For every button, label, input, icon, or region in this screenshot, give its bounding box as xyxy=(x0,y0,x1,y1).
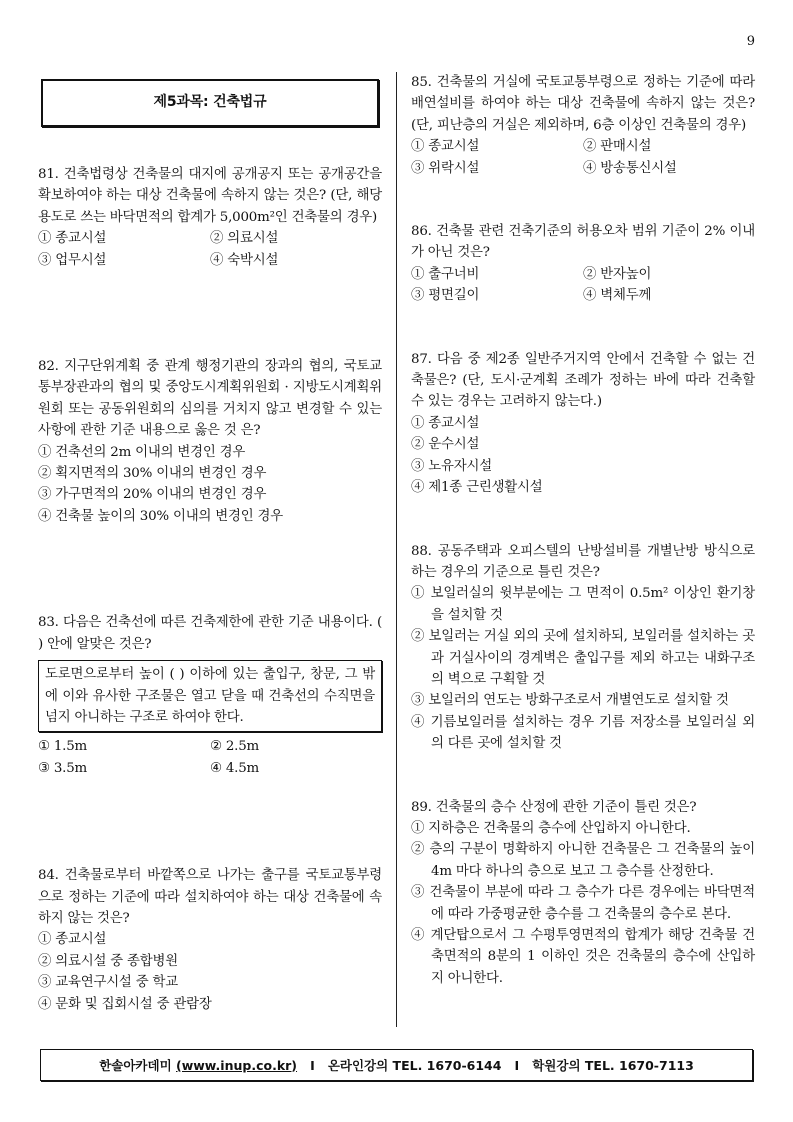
question-87 xyxy=(411,349,755,499)
option: ④ 제1종 근린생활시설 xyxy=(411,480,543,496)
option: ② 의료시설 중 종합병원 xyxy=(38,953,178,969)
option: ③ 건축물이 부분에 따라 그 층수가 다른 경우에는 바닥면적에 따라 가중평균한 층수를 그 건축물의 층수로 본다. xyxy=(411,885,755,922)
option: ④ 숙박시설 xyxy=(210,252,279,268)
option: ② 반자높이 xyxy=(583,266,652,282)
online-phone: 온라인강의 TEL. 1670-6144 xyxy=(327,1058,502,1073)
question-stem: 87. 다음 중 제2종 일반주거지역 안에서 건축할 수 없는 건축물은? (단, 도시·군계획 조례가 정하는 바에 따라 건축할 수 있는 경우는 고려하지 않는다.) xyxy=(411,351,755,410)
option: ③ 보일러의 연도는 방화구조로서 개별연도로 설치할 것 xyxy=(411,693,729,709)
option: ③ 평면길이 xyxy=(411,288,480,304)
subject-title: 제5과목: 건축법규 xyxy=(41,79,379,127)
option: ① 출구너비 xyxy=(411,266,480,282)
question-stem: 82. 지구단위계획 중 관계 행정기관의 장과의 협의, 국토교통부장관과의 협의 및 중앙도시계획위원회 · 지방도시계획위원회 또는 공동위원회의 심의를 거치지 않고 변경할 수 있는 사항에 관한 기준 내용으로 옳은 것 은? xyxy=(38,359,382,439)
question-88 xyxy=(411,541,755,755)
options xyxy=(411,264,755,307)
question-84 xyxy=(38,865,382,1015)
options xyxy=(38,228,382,271)
option: ④ 방송통신시설 xyxy=(583,160,677,176)
academy-name: 한솔아카데미 xyxy=(99,1058,172,1073)
option: ① 종교시설 xyxy=(38,932,107,948)
option: ① 종교시설 xyxy=(38,231,107,247)
question-83 xyxy=(38,612,382,779)
options xyxy=(38,736,382,779)
option: ② 층의 구분이 명확하지 아니한 건축물은 그 건축물의 높이 4m 마다 하나의 층으로 보고 그 층수를 산정한다. xyxy=(411,842,755,879)
option: ② 판매시설 xyxy=(583,139,652,155)
option: ① 보일러실의 윗부분에는 그 면적이 0.5m² 이상인 환기창을 설치할 것 xyxy=(411,586,755,623)
option: ③ 가구면적의 20% 이내의 변경인 경우 xyxy=(38,487,267,503)
left-column xyxy=(38,72,382,1015)
question-stem: 84. 건축물로부터 바깥쪽으로 나가는 출구를 국토교통부령으로 정하는 기준에 따라 설치하여야 하는 대상 건축물에 속하지 않는 것은? xyxy=(38,868,382,926)
offline-phone: 학원강의 TEL. 1670-7113 xyxy=(532,1058,694,1073)
option: ③ 위락시설 xyxy=(411,160,480,176)
option: ④ 건축물 높이의 30% 이내의 변경인 경우 xyxy=(38,508,283,524)
option: ④ 4.5m xyxy=(210,760,260,776)
question-81 xyxy=(38,164,382,271)
separator: I xyxy=(514,1057,520,1073)
options xyxy=(411,136,755,179)
option: ① 건축선의 2m 이내의 변경인 경우 xyxy=(38,444,246,460)
option: ① 1.5m xyxy=(38,739,88,755)
option: ② 의료시설 xyxy=(210,231,279,247)
option: ① 지하층은 건축물의 층수에 산입하지 아니한다. xyxy=(411,820,691,836)
option: ② 획지면적의 30% 이내의 변경인 경우 xyxy=(38,466,267,482)
option: ③ 교육연구시설 중 학교 xyxy=(38,975,178,991)
option: ④ 계단탑으로서 그 수평투영면적의 합계가 해당 건축물 건축면적의 8분의 1 이하인 것은 건축물의 층수에 산입하지 아니한다. xyxy=(411,928,755,986)
option: ① 종교시설 xyxy=(411,139,480,155)
question-stem: 81. 건축법령상 건축물의 대지에 공개공지 또는 공개공간을 확보하여야 하는 대상 건축물에 속하지 않는 것은? (단, 해당 용도로 쓰는 바닥면적의 합계가 5,000m²인 건축물의 경우) xyxy=(38,167,382,225)
question-stem: 88. 공동주택과 오피스텔의 난방설비를 개별난방 방식으로 하는 경우의 기준으로 틀린 것은? xyxy=(411,543,755,580)
option: ③ 업무시설 xyxy=(38,252,107,268)
question-89 xyxy=(411,797,755,990)
option: ② 보일러는 거실 외의 곳에 설치하되, 보일러를 설치하는 곳과 거실사이의 경계벽은 출입구를 제외 하고는 내화구조의 벽으로 구획할 것 xyxy=(411,629,755,687)
separator: I xyxy=(310,1057,315,1073)
academy-url-link[interactable]: (www.inup.co.kr) xyxy=(176,1057,298,1073)
question-86 xyxy=(411,221,755,307)
question-stem: 83. 다음은 건축선에 따른 건축제한에 관한 기준 내용이다. ( ) 안에 알맞은 것은? xyxy=(38,615,382,652)
option: ④ 벽체두께 xyxy=(583,288,652,304)
footer-banner xyxy=(40,1049,753,1081)
question-82 xyxy=(38,356,382,527)
right-column xyxy=(411,72,755,989)
condition-box: 도로면으로부터 높이 ( ) 이하에 있는 출입구, 창문, 그 밖에 이와 유사한 구조물은 열고 닫을 때 건축선의 수직면을 넘지 아니하는 구조로 하여야 한다. xyxy=(38,660,382,732)
option: ② 운수시설 xyxy=(411,437,480,453)
question-85 xyxy=(411,72,755,179)
option: ① 종교시설 xyxy=(411,415,480,431)
question-stem: 86. 건축물 관련 건축기준의 허용오차 범위 기준이 2% 이내가 아닌 것은? xyxy=(411,224,755,261)
option: ④ 문화 및 집회시설 중 관람장 xyxy=(38,996,212,1012)
question-stem: 85. 건축물의 거실에 국토교통부령으로 정하는 기준에 따라 배연설비를 하여야 하는 대상 건축물에 속하지 않는 것은? (단, 피난층의 거실은 제외하며, 6층 이상인 건축물의 경우) xyxy=(411,75,755,133)
page-number: 9 xyxy=(746,34,755,49)
question-stem: 89. 건축물의 층수 산정에 관한 기준이 틀린 것은? xyxy=(411,799,697,815)
option: ③ 3.5m xyxy=(38,760,88,776)
option: ③ 노유자시설 xyxy=(411,458,492,474)
column-divider xyxy=(396,72,397,1027)
option: ② 2.5m xyxy=(210,739,260,755)
option: ④ 기름보일러를 설치하는 경우 기름 저장소를 보일러실 외의 다른 곳에 설치할 것 xyxy=(411,714,755,752)
